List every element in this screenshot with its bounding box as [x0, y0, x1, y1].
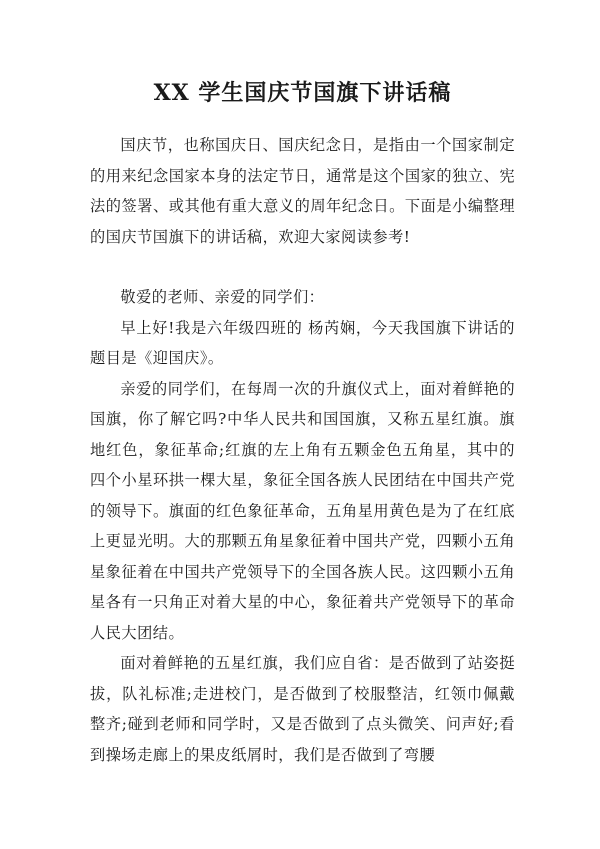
intro-paragraph: 国庆节，也称国庆日、国庆纪念日，是指由一个国家制定的用来纪念国家本身的法定节日，通常是这个国家的独立、宪法的签署、或其他有重大意义的周年纪念日。下面是小编整理的国庆节国旗下的讲话稿，欢迎大家阅读参考!	[90, 136, 515, 246]
paragraph-gap	[90, 252, 515, 282]
greeting-paragraph: 敬爱的老师、亲爱的同学们：	[120, 288, 325, 306]
body-paragraph-3: 面对着鲜艳的五星红旗，我们应自省：是否做到了站姿挺拔，队礼标准;走进校门，是否做到了校服整洁，红领巾佩戴整齐;碰到老师和同学时，又是否做到了点头微笑、问声好;看到操场走廊上的果皮纸屑时，我们是否做到了弯腰	[90, 654, 515, 764]
body-paragraph-1: 早上好!我是六年级四班的 杨芮娴，今天我国旗下讲话的题目是《迎国庆》。	[90, 318, 515, 367]
body-paragraph-2: 亲爱的同学们，在每周一次的升旗仪式上，面对着鲜艳的国旗，你了解它吗?中华人民共和国国旗，又称五星红旗。旗地红色，象征革命;红旗的左上角有五颗金色五角星，其中的四个小星环拱一棵大星，象征全国各族人民团结在中国共产党的领导下。旗面的红色象征革命，五角星用黄色是为了在红底上更显光明。大的那颗五角星象征着中国共产党，四颗小五角星象征着在中国共产党领导下的全国各族人民。这四颗小五角星各有一只角正对着大星的中心，象征着共产党领导下的革命人民大团结。	[90, 379, 515, 642]
document-title: XX 学生国庆节国旗下讲话稿	[153, 80, 452, 106]
